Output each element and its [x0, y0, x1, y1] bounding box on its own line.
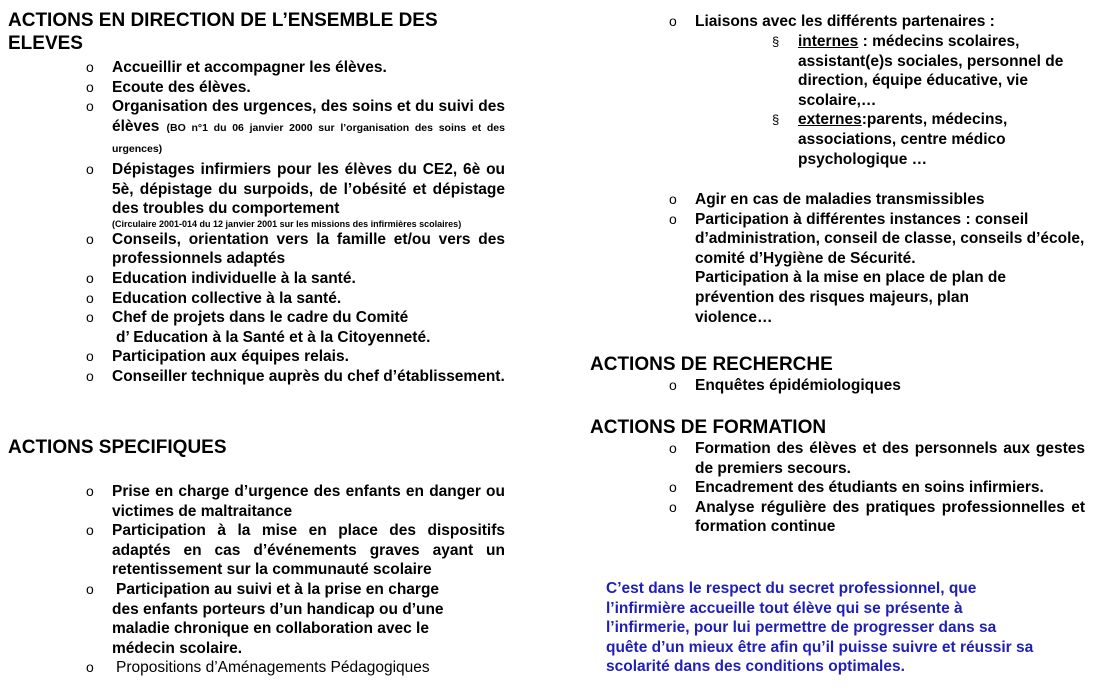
item-text-line3: maladie chronique en collaboration avec le — [112, 620, 429, 638]
list-liaisons — [669, 12, 1085, 32]
bullet-marker: o — [669, 377, 677, 393]
item-text: Conseils, orientation vers la famille et/ou vers des professionnels adaptés — [112, 230, 505, 268]
bullet-marker: o — [86, 289, 94, 306]
item-text: Propositions d’Aménagements Pédagogiques — [116, 659, 430, 677]
closing-line-3: l’infirmerie, pour lui permettre de progresser dans sa — [606, 619, 997, 637]
item-text-line2: Participation à la mise en place de plan de — [695, 269, 1006, 287]
list-recherche — [669, 376, 1085, 396]
list-item — [669, 376, 1085, 396]
heading-specifiques: ACTIONS SPECIFIQUES — [8, 437, 227, 458]
item-text: Participation à différentes instances : conseil d’administration, conseil de classe, conseils d’école, comité d’Hygiène de Sécurité. — [695, 210, 1085, 267]
list-item — [86, 269, 505, 289]
bullet-marker: o — [86, 522, 94, 539]
item-text: Agir en cas de maladies transmissibles — [695, 191, 985, 208]
bullet-marker: o — [86, 160, 94, 177]
list-item — [86, 347, 505, 367]
list-item — [669, 12, 1085, 32]
list-item — [669, 439, 1085, 478]
closing-line-4: quête d’un mieux être afin qu’il puisse suivre et réussir sa — [606, 638, 1034, 656]
item-text-line3: prévention des risques majeurs, plan — [695, 288, 969, 306]
list-item — [669, 498, 1085, 537]
item-text: Conseiller technique auprès du chef d’établissement. — [112, 367, 505, 385]
bullet-marker: o — [86, 483, 94, 499]
heading-recherche: ACTIONS DE RECHERCHE — [590, 354, 833, 375]
list-partenaires — [772, 32, 1088, 169]
list-ensemble — [86, 58, 505, 387]
bullet-marker: o — [86, 59, 94, 75]
sub-item-label: externes — [798, 111, 862, 129]
item-text-line2: d’ Education à la Santé et à la Citoyenneté. — [116, 328, 431, 346]
section-sign-marker: § — [772, 112, 780, 128]
heading-formation: ACTIONS DE FORMATION — [590, 417, 827, 438]
list-item — [86, 658, 505, 678]
list-item — [86, 160, 505, 230]
bullet-marker: o — [669, 191, 677, 207]
list-item — [86, 308, 505, 347]
bullet-marker: o — [669, 13, 677, 29]
list-specifiques — [86, 482, 505, 678]
heading-ensemble-line2: ELEVES — [8, 33, 83, 54]
item-text: Participation au suivi et à la prise en charge — [116, 580, 440, 598]
item-note: (Circulaire 2001-014 du 12 janvier 2001 sur les missions des infirmières scolaires) — [112, 218, 462, 229]
closing-line-1: C’est dans le respect du secret professionnel, que — [606, 580, 977, 597]
item-text: Participation aux équipes relais. — [112, 348, 349, 366]
list-item — [86, 367, 505, 387]
sub-item-internes — [772, 32, 1088, 110]
heading-ensemble-line1: ACTIONS EN DIRECTION DE L’ENSEMBLE DES — [8, 10, 438, 31]
list-item — [669, 478, 1085, 498]
bullet-marker: o — [669, 479, 677, 496]
bullet-marker: o — [86, 309, 94, 326]
section-sign-marker: § — [772, 34, 780, 49]
list-item — [86, 580, 505, 658]
bullet-marker: o — [669, 210, 677, 227]
bullet-marker: o — [86, 230, 94, 247]
item-text: Encadrement des étudiants en soins infirmiers. — [695, 479, 1044, 497]
bullet-marker: o — [669, 498, 677, 515]
list-item — [86, 482, 505, 521]
item-text-line4: médecin scolaire. — [112, 639, 243, 657]
item-text-line2: des enfants porteurs d’un handicap ou d’une — [112, 600, 444, 618]
closing-line-2: l’infirmière accueille tout élève qui se présente à — [606, 599, 963, 617]
list-actions — [669, 190, 1085, 327]
bullet-marker: o — [86, 348, 94, 365]
list-item — [669, 210, 1085, 328]
closing-paragraph — [606, 579, 1096, 677]
item-text: Analyse régulière des pratiques professionnelles et formation continue — [695, 498, 1085, 536]
item-note: (BO n°1 du 06 janvier 2000 sur l’organisation des soins et des urgences) — [112, 121, 505, 156]
item-text: Accueillir et accompagner les élèves. — [112, 59, 387, 76]
item-text: Formation des élèves et des personnels aux gestes de premiers secours. — [695, 440, 1085, 477]
bullet-marker: o — [86, 78, 94, 95]
bullet-marker: o — [86, 269, 94, 286]
list-item — [86, 78, 505, 98]
closing-line-5: scolarité dans des conditions optimales. — [606, 658, 905, 676]
item-text-line4: violence… — [695, 308, 773, 326]
item-text: Enquêtes épidémiologiques — [695, 377, 901, 394]
item-text: Chef de projets dans le cadre du Comité — [112, 309, 409, 327]
bullet-marker: o — [86, 367, 94, 384]
item-text: Dépistages infirmiers pour les élèves du CE2, 6è ou 5è, dépistage du surpoids, de l’obésité et dépistage des troubles du comportement — [112, 160, 505, 218]
item-text: Organisation des urgences, des soins et du suivi des élèves — [112, 98, 505, 135]
item-text: Education individuelle à la santé. — [112, 269, 356, 287]
list-item — [86, 97, 505, 160]
bullet-marker: o — [86, 580, 94, 597]
bullet-marker: o — [86, 98, 94, 115]
list-item — [669, 190, 1085, 210]
item-text: Education collective à la santé. — [112, 289, 342, 307]
sub-item-label: internes — [798, 33, 859, 50]
item-text: Participation à la mise en place des dispositifs adaptés en cas d’événements graves ayant un retentissement sur la communauté scolaire — [112, 522, 505, 579]
list-item — [86, 58, 505, 78]
heading-ensemble — [8, 9, 508, 55]
list-formation — [669, 439, 1085, 537]
item-text: Liaisons avec les différents partenaires : — [695, 13, 995, 30]
sub-item-externes — [772, 110, 1088, 169]
sub-item-text: :parents, médecins, associations, centre médico psychologique … — [798, 111, 1008, 168]
item-text: Ecoute des élèves. — [112, 78, 251, 96]
bullet-marker: o — [86, 659, 94, 676]
sub-item-text: : médecins scolaires, assistant(e)s sociales, personnel de direction, équipe éducative, vie scolaire,… — [798, 33, 1064, 109]
list-item — [86, 289, 505, 309]
list-item — [86, 230, 505, 269]
list-item — [86, 521, 505, 580]
item-text: Prise en charge d’urgence des enfants en danger ou victimes de maltraitance — [112, 483, 505, 520]
bullet-marker: o — [669, 440, 677, 456]
